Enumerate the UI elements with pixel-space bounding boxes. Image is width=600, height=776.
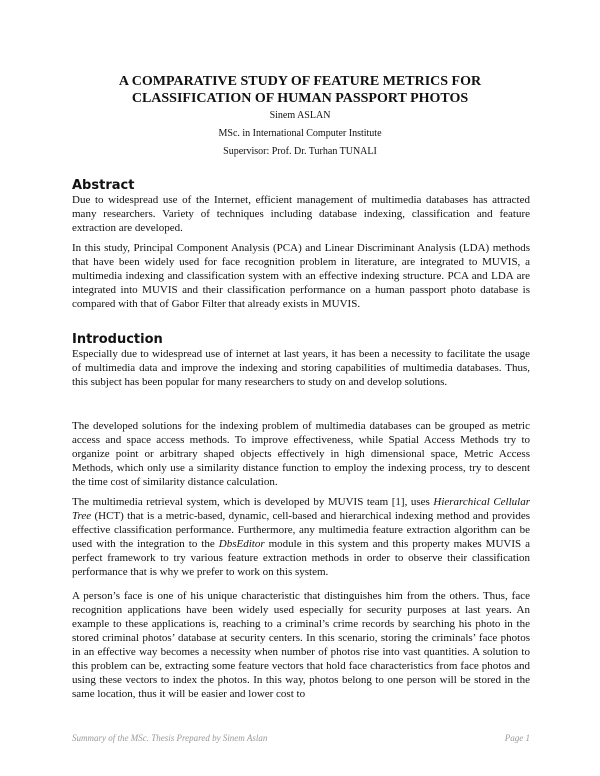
intro-paragraph-2: The developed solutions for the indexing problem of multimedia databases can be grouped as metric access and space access methods. To improve effectiveness, while Spatial Access Methods try to organize point or arbitrary shaped objects effectively in high dimensional space, Metric Access Methods, which only use a similarity distance function to employ the indexing process, try to descent the time cost of similarity distance calculation. xyxy=(72,420,530,488)
dbseditor-term: DbsEditor xyxy=(218,538,265,550)
intro-p3-text-a: The multimedia retrieval system, which is developed by MUVIS team [1], uses xyxy=(72,496,434,508)
supervisor: Supervisor: Prof. Dr. Turhan TUNALI xyxy=(223,146,377,157)
intro-paragraph-4: A person’s face is one of his unique characteristic that distinguishes him from the others. Thus, face recognition applications have been widely used especially for security purposes at last years. An example to these applications is, reaching to a criminal’s crime records by searching his photo in the stored criminal photos’ database at security centers. In this scenario, storing the criminals’ face photos in an effective way becomes a necessity when number of photos rise into vast quantities. A solution to this problem can be, extracting some feature vectors that hold face characteristics from face photos and using these vectors to index the photos. In this way, photos belong to one person will be stored in the same location, thus it will be easier and lower cost to xyxy=(72,590,530,700)
title-line-1: A COMPARATIVE STUDY OF FEATURE METRICS FOR xyxy=(118,74,482,89)
footer-summary-text: Summary of the MSc. Thesis Prepared by Sinem Aslan xyxy=(72,733,268,743)
abstract-heading: Abstract xyxy=(72,178,135,193)
footer-page-number: Page 1 xyxy=(504,733,530,743)
title-line-2: CLASSIFICATION OF HUMAN PASSPORT PHOTOS xyxy=(131,91,469,106)
paper-title xyxy=(60,73,540,107)
author-name: Sinem ASLAN xyxy=(269,110,331,121)
intro-p3-text-c: module in this system and this property makes MUVIS a perfect framework to try various feature extraction methods in order to observe their classification performance that is why we prefer to work on this system. xyxy=(72,538,530,578)
hct-term: Hierarchical Cellular Tree xyxy=(72,496,530,522)
abstract-paragraph-2: In this study, Principal Component Analysis (PCA) and Linear Discriminant Analysis (LDA) methods that have been widely used for face recognition problem in literature, are integrated to MUVIS, a multimedia indexing and classification system with an effective indexing structure. PCA and LDA are integrated into MUVIS and their classification performance on a human passport photo database is compared with that of Gabor Filter that already exists in MUVIS. xyxy=(72,242,530,310)
introduction-heading: Introduction xyxy=(72,332,163,347)
affiliation: MSc. in International Computer Institute xyxy=(218,128,382,139)
intro-paragraph-1: Especially due to widespread use of internet at last years, it has been a necessity to facilitate the usage of multimedia data and improve the indexing and storing capabilities of multimedia databases. Thus, this subject has been popular for many researchers to study on and develop solutions. xyxy=(72,348,530,388)
abstract-paragraph-1: Due to widespread use of the Internet, efficient management of multimedia databases has attracted many researchers. Variety of techniques including database indexing, classification and feature extraction are developed. xyxy=(72,194,530,234)
intro-paragraph-3 xyxy=(72,495,530,579)
intro-p3-text-b: (HCT) that is a metric-based, dynamic, cell-based and hierarchical indexing method and provides effective classification performance. Furthermore, any multimedia feature extraction algorithm can be used with the integration to the xyxy=(72,510,530,550)
